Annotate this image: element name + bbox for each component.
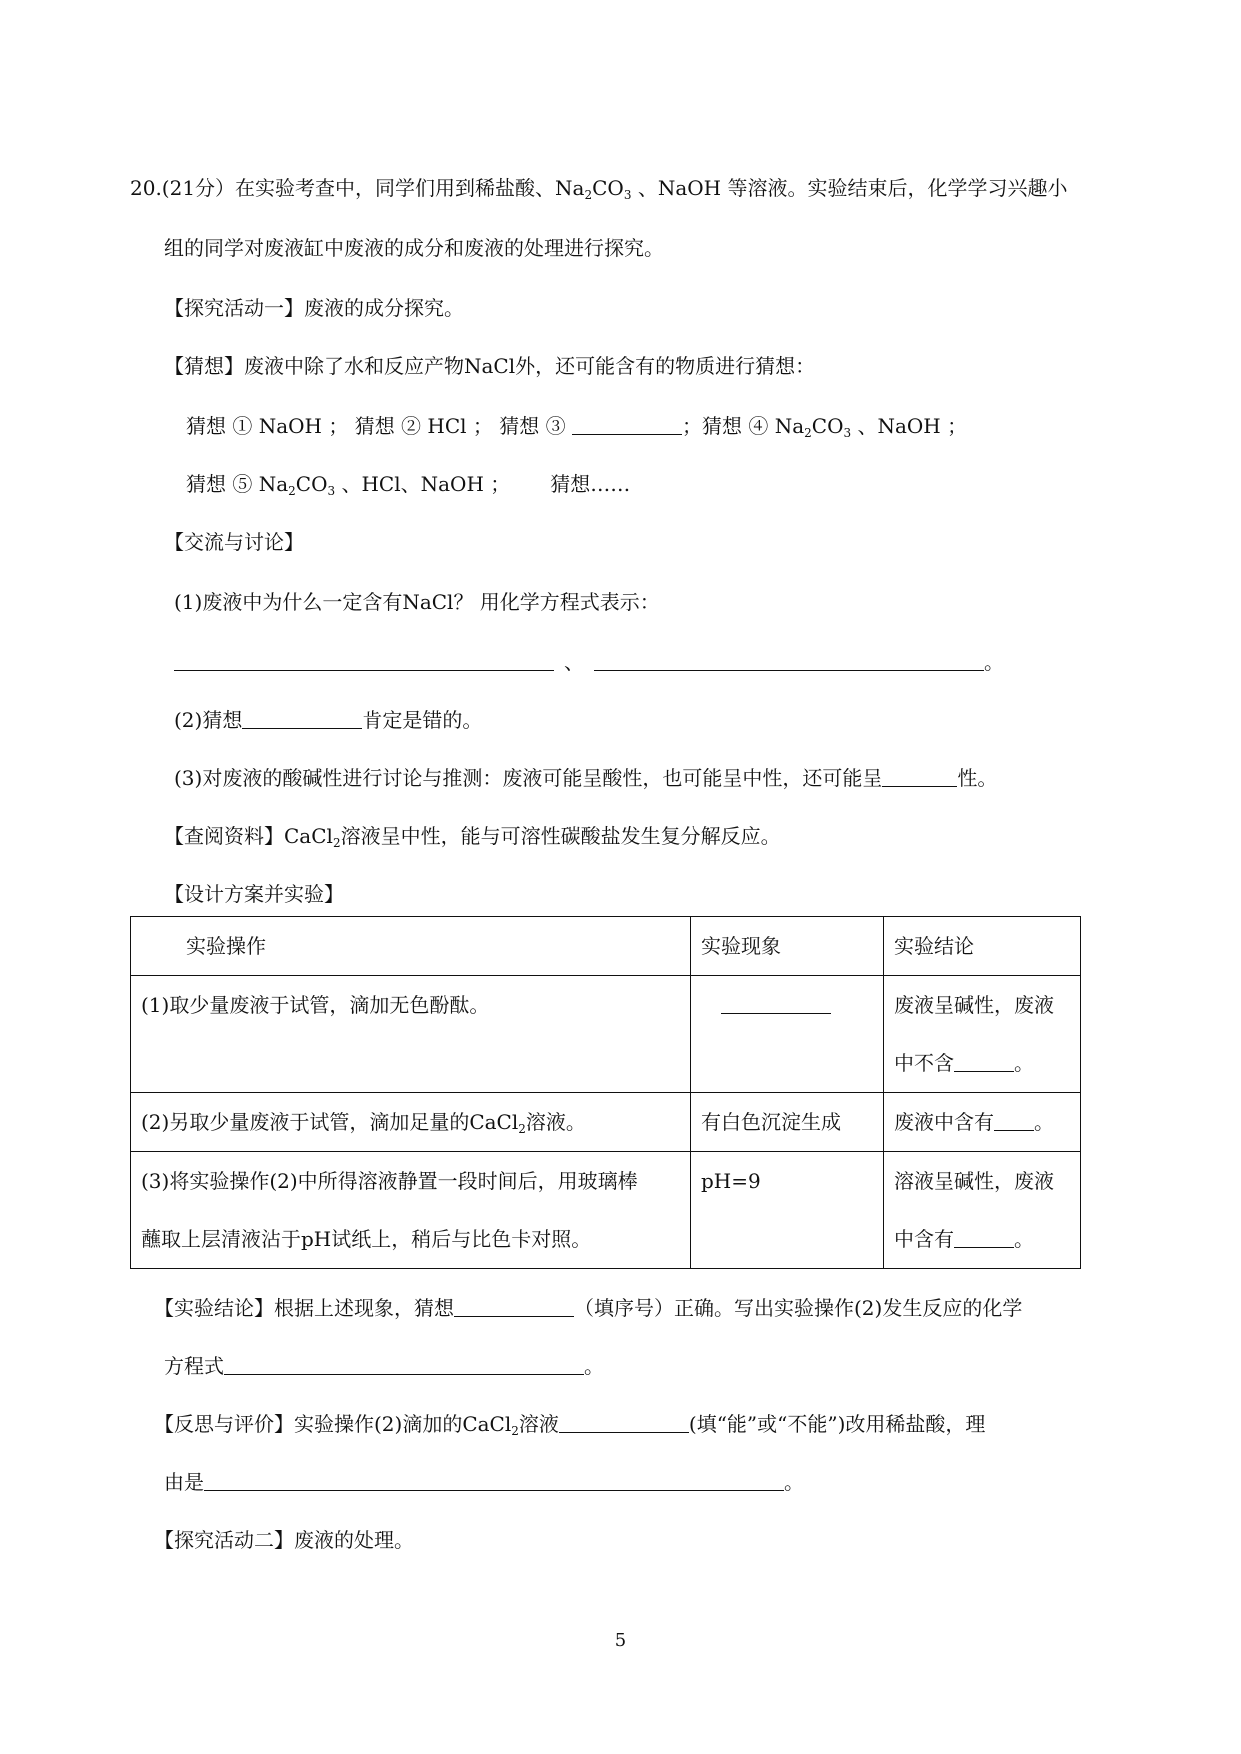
row3-operation-line2: 蘸取上层清液沾于pH试纸上，稍后与比色卡对照。 xyxy=(141,1227,592,1251)
guess-line1-part1: 猜想 ① NaOH ； 猜想 ② HCl ； 猜想 ③ xyxy=(186,414,572,438)
row3-conclusion-cell xyxy=(884,1152,1081,1269)
guess-intro: 【猜想】废液中除了水和反应产物NaCl外，还可能含有的物质进行猜想： xyxy=(164,354,816,378)
equation-blanks-line xyxy=(174,648,1004,676)
row2-conclusion-text: 废液中含有 xyxy=(894,1110,994,1134)
discussion-question-3 xyxy=(174,764,997,792)
row1-conclusion-text: 中不含 xyxy=(894,1051,954,1075)
row1-conclusion-line2 xyxy=(894,1034,1070,1092)
reflection-part1: 【反思与评价】实验操作(2)滴加的CaCl$_2$溶液 xyxy=(154,1412,559,1438)
answer-blank-reason[interactable] xyxy=(204,1470,784,1491)
row3-phenomenon: pH=9 xyxy=(691,1152,884,1269)
answer-blank-contains-2[interactable] xyxy=(954,1229,1014,1248)
guess-line2-part2: 猜想…… xyxy=(550,472,631,496)
guess-line1-part2: ；猜想 ④ $Na_2CO_3$ 、NaOH ； xyxy=(681,414,968,440)
row1-operation: (1)取少量废液于试管，滴加无色酚酞。 xyxy=(131,976,691,1093)
answer-blank-wrong-guess[interactable] xyxy=(242,708,362,729)
question-intro-line1: 20.(21分）在实验考查中，同学们用到稀盐酸、$Na_2CO_3$ 、NaOH 等溶液。实验结束后，化学学习兴趣小 xyxy=(130,176,1068,202)
row2-phenomenon: 有白色沉淀生成 xyxy=(691,1093,884,1152)
table-row xyxy=(131,1093,1081,1152)
row2-operation: (2)另取少量废液于试管，滴加足量的CaCl$_2$溶液。 xyxy=(131,1093,691,1152)
activity-two-heading: 【探究活动二】废液的处理。 xyxy=(154,1528,414,1552)
design-heading: 【设计方案并实验】 xyxy=(164,882,344,906)
guess-line1 xyxy=(186,412,967,440)
conclusion-equation-label: 方程式 xyxy=(164,1354,224,1378)
answer-blank-equation2[interactable] xyxy=(594,650,984,671)
answer-blank-property[interactable] xyxy=(882,766,957,787)
answer-blank-guess3[interactable] xyxy=(572,414,682,435)
experiment-table xyxy=(130,916,1081,1269)
header-phenomenon: 实验现象 xyxy=(691,917,884,976)
row3-operation-line1: (3)将实验操作(2)中所得溶液静置一段时间后，用玻璃棒 xyxy=(141,1169,638,1193)
reflection-part2: (填“能”或“不能”)改用稀盐酸，理 xyxy=(688,1412,986,1436)
page-number: 5 xyxy=(614,1630,627,1651)
row1-phenomenon-cell xyxy=(691,976,884,1093)
row3-conclusion-text: 中含有 xyxy=(894,1227,954,1251)
discussion-2-part2: 肯定是错的。 xyxy=(362,708,483,732)
discussion-question-1: (1)废液中为什么一定含有NaCl？ 用化学方程式表示： xyxy=(174,590,660,614)
table-row xyxy=(131,976,1081,1093)
reflection-reason-label: 由是 xyxy=(164,1470,204,1494)
reflection-line2 xyxy=(164,1468,804,1496)
guess-line2 xyxy=(186,470,630,498)
reflection-period: 。 xyxy=(784,1470,804,1494)
discussion-heading: 【交流与讨论】 xyxy=(164,530,304,554)
conclusion-part1: 【实验结论】根据上述现象，猜想 xyxy=(154,1296,454,1320)
row3-conclusion-line2 xyxy=(894,1210,1070,1268)
answer-blank-guess-number[interactable] xyxy=(454,1296,574,1317)
experiment-conclusion-line2 xyxy=(164,1352,604,1380)
answer-blank-phenomenon[interactable] xyxy=(721,995,831,1014)
discussion-3-part2: 性。 xyxy=(957,766,998,790)
consult-materials: 【查阅资料】CaCl$_2$溶液呈中性，能与可溶性碳酸盐发生复分解反应。 xyxy=(164,824,781,850)
reflection-line1 xyxy=(154,1410,985,1438)
answer-blank-contains[interactable] xyxy=(994,1112,1034,1131)
discussion-3-part1: (3)对废液的酸碱性进行讨论与推测：废液可能呈酸性，也可能呈中性，还可能呈 xyxy=(174,766,883,790)
answer-blank-equation1[interactable] xyxy=(174,650,554,671)
activity-one-heading: 【探究活动一】废液的成分探究。 xyxy=(164,296,464,320)
header-conclusion: 实验结论 xyxy=(884,917,1081,976)
row1-conclusion-cell xyxy=(884,976,1081,1093)
discussion-question-2 xyxy=(174,706,482,734)
answer-blank-not-contain[interactable] xyxy=(954,1053,1014,1072)
row3-period: 。 xyxy=(1014,1227,1034,1251)
table-row xyxy=(131,1152,1081,1269)
question-intro-line2: 组的同学对废液缸中废液的成分和废液的处理进行探究。 xyxy=(164,236,664,260)
answer-blank-can-or-cannot[interactable] xyxy=(559,1412,689,1433)
experiment-conclusion-line1 xyxy=(154,1294,1022,1322)
conclusion-part2: （填序号）正确。写出实验操作(2)发生反应的化学 xyxy=(574,1296,1023,1320)
dun-separator: 、 xyxy=(564,650,584,674)
answer-blank-reaction-equation[interactable] xyxy=(224,1354,584,1375)
row1-period: 。 xyxy=(1014,1051,1034,1075)
conclusion-period: 。 xyxy=(584,1354,604,1378)
table-header-row xyxy=(131,917,1081,976)
discussion-2-part1: (2)猜想 xyxy=(174,708,243,732)
equation-period: 。 xyxy=(984,650,1004,674)
guess-line2-part1: 猜想 ⑤ $Na_2CO_3$ 、HCl、NaOH ； xyxy=(186,472,511,498)
row3-operation-cell xyxy=(131,1152,691,1269)
header-operation: 实验操作 xyxy=(131,917,691,976)
row3-conclusion-line1: 溶液呈碱性，废液 xyxy=(894,1169,1054,1193)
row1-conclusion-line1: 废液呈碱性，废液 xyxy=(894,993,1054,1017)
row2-conclusion-cell xyxy=(884,1093,1081,1152)
row2-period: 。 xyxy=(1034,1110,1054,1134)
